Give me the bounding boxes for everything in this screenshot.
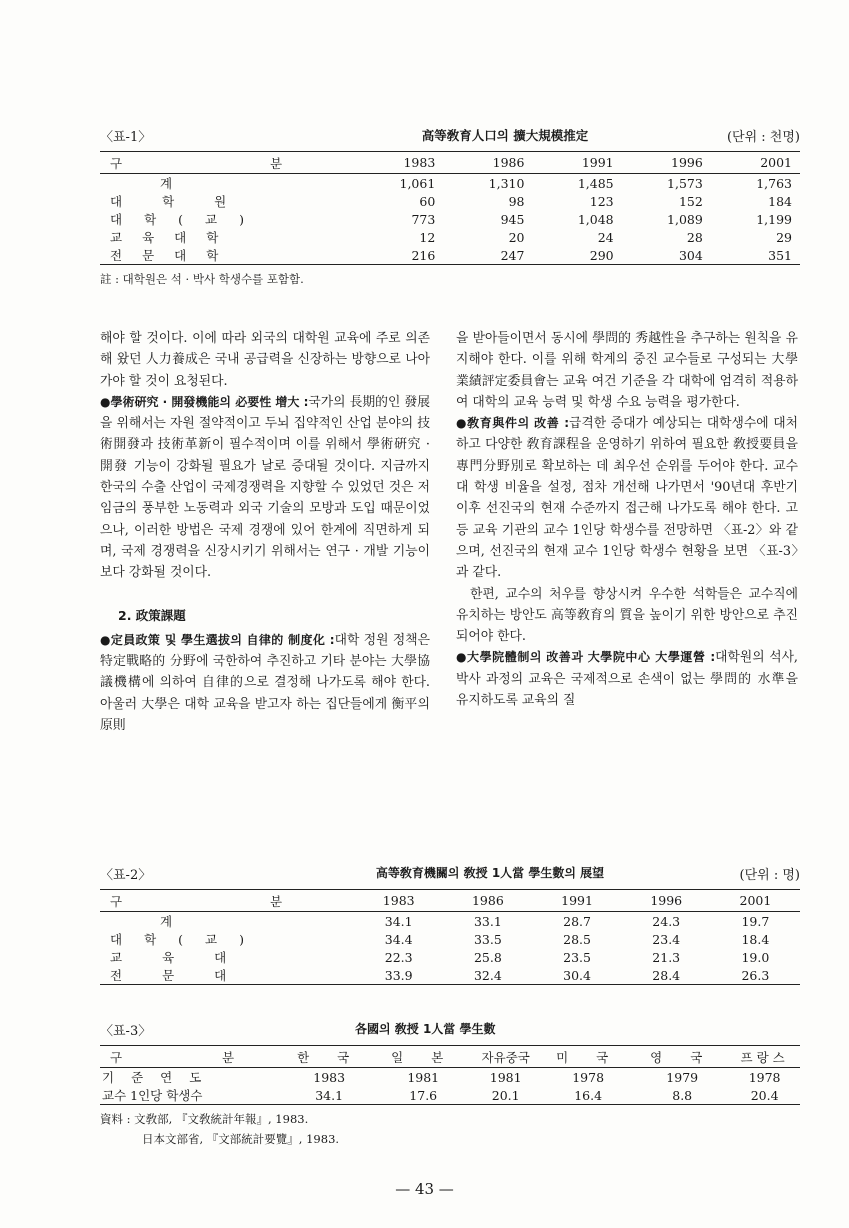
- table1-cell: 773: [411, 211, 436, 227]
- table2: [100, 864, 800, 985]
- table2-unit: (단위 : 명): [739, 868, 800, 883]
- table1-label: 〈표-1〉: [100, 130, 152, 145]
- table1-cell: 304: [678, 247, 703, 263]
- table-row: [100, 174, 800, 193]
- right-paragraph-3: 한편, 교수의 처우를 향상시켜 우수한 석학들은 교수직에 유치하는 방안도 高等敎育의 質을 높이기 위한 방안으로 추진되어야 한다.: [456, 586, 798, 645]
- table2-grid: [100, 889, 800, 985]
- table1-row-label: 대학원: [110, 194, 267, 209]
- table1-cell: 1,061: [399, 175, 436, 191]
- table3-grid: [100, 1045, 800, 1105]
- table3-header-cell: 프랑스: [729, 1046, 800, 1068]
- right-paragraph-1: 을 받아들이면서 동시에 學問的 秀越性을 추구하는 원칙을 유지해야 한다. 이를 위해 학계의 중진 교수들로 구성되는 大學業績評定委員會는 교육 여건 기준을 각 대학에 엄격히 적용하여 대학의 교육 능력 및 학생 수요 능력을 평가한다.: [456, 331, 798, 410]
- right-paragraph-4-heading: ●大學院體制의 改善과 大學院中心 大學運營 :: [456, 650, 716, 665]
- table3-cell: 1978: [572, 1069, 605, 1085]
- table1-cell: 1,485: [577, 175, 614, 191]
- table1-cell: 12: [419, 229, 436, 245]
- right-paragraph-2-heading: ●敎育與件의 改善 :: [456, 416, 570, 431]
- table3-row-label: 교수 1인당 학생수: [102, 1088, 203, 1103]
- table2-cell: 28.7: [563, 913, 591, 929]
- table1-row-label: 계: [160, 176, 187, 191]
- table-row: [100, 192, 800, 210]
- table3-cell: 1983: [313, 1069, 346, 1085]
- table-row: [100, 912, 800, 931]
- table3-cell: 1978: [748, 1069, 781, 1085]
- table2-header-cell: 2001: [711, 890, 800, 912]
- table1-row-label: 대학(교): [110, 212, 266, 227]
- table2-header-cell: 1986: [443, 890, 532, 912]
- table-row: [100, 246, 800, 265]
- table1-cell: 98: [508, 193, 525, 209]
- table-row: [100, 948, 800, 966]
- table1-cell: 152: [678, 193, 703, 209]
- table2-row-label: 계: [160, 914, 187, 929]
- table3-label: 〈표-3〉: [100, 1024, 152, 1039]
- left-paragraph-2-body: 국가의 長期的인 發展을 위해서는 자원 절약적이고 두뇌 집약적인 산업 분야의 技術開發과 技術革新이 필수적이며 이를 위해서 學術硏究 · 開發 기능이 강화될 필요가 날로 증대될 것이다. 지금까지 한국의 수출 산업이 국제경쟁력을 지향할 수 있었던 것은 저임금의 풍부한 노동력과 외국 기술의 모방과 도입 때문이었으나, 이러한 방법은 국제 경쟁에 있어 한계에 직면하게 되며, 국제 경쟁력을 신장시키기 위해서는 연구 · 개발 기능이 보다 강화될 것이다.: [100, 394, 430, 581]
- table-row: [100, 1068, 800, 1087]
- table2-cell: 23.5: [563, 949, 591, 965]
- table2-row-label: 교육대: [110, 950, 267, 965]
- table1-row-label: 교육대학: [110, 230, 239, 245]
- table1-cell: 247: [500, 247, 525, 263]
- table2-label: 〈표-2〉: [100, 868, 152, 883]
- table3-header-cell: 구 분: [100, 1046, 282, 1068]
- table2-cell: 28.5: [563, 931, 591, 947]
- table2-header-row: [100, 890, 800, 912]
- left-paragraph-2: [100, 392, 430, 584]
- table2-row-label: 전문대: [110, 968, 267, 983]
- table3-cell: 17.6: [409, 1087, 438, 1103]
- table3-caption: [100, 1020, 800, 1039]
- table3-header-row: [100, 1046, 800, 1068]
- table-row: [100, 210, 800, 228]
- table1-grid: [100, 151, 800, 265]
- table3: [100, 1020, 800, 1147]
- table1-note: 註 : 대학원은 석 · 박사 학생수를 포함함.: [100, 272, 304, 286]
- table1-header-cell: 1991: [532, 152, 621, 174]
- table2-header-cell: 1983: [354, 890, 443, 912]
- table2-row-label: 대학(교): [110, 932, 266, 947]
- page-number: — 43 —: [395, 1180, 454, 1198]
- table2-cell: 23.4: [652, 931, 681, 947]
- table2-cell: 33.5: [473, 931, 502, 947]
- table1-cell: 184: [768, 193, 792, 209]
- table1-cell: 1,089: [667, 211, 703, 227]
- right-paragraph-4: [456, 647, 798, 711]
- table3-cell: 1981: [407, 1069, 440, 1085]
- table1-header-cell: 2001: [711, 152, 800, 174]
- table1-cell: 1,310: [488, 175, 525, 191]
- table1-header-row: [100, 152, 800, 174]
- left-paragraph-3-heading: ●定員政策 및 學生選拔의 自律的 制度化 :: [100, 632, 335, 647]
- table2-cell: 34.4: [384, 931, 413, 947]
- right-paragraph-2-body: 급격한 증대가 예상되는 대학생수에 대처하고 다양한 敎育課程을 운영하기 위하여 필요한 敎授要員을 專門分野別로 확보하는 데 최우선 순위를 두어야 한다. 교수 대 학생 비율을 설정, 점차 개선해 나가면서 '90년대 후반기 이후 선진국의 현재 수준까지 접근해 나가도록 해야 한다. 고등 교육 기관의 교수 1인당 학생수를 전망하면 〈표-2〉와 같으며, 선진국의 현재 교수 1인당 학생수 현황을 보면 〈표-3〉과 같다.: [456, 416, 799, 581]
- table1-header-cell: 1983: [354, 152, 443, 174]
- table1-cell: 1,763: [756, 175, 792, 191]
- table-row: [100, 930, 800, 948]
- table-row: [100, 228, 800, 246]
- table2-cell: 19.0: [741, 949, 770, 965]
- left-paragraph-3-body: 대학 정원 정책은 特定戰略的 分野에 국한하여 추진하고 기타 분야는 大學協議機構에 의하여 自律的으로 결정해 나가도록 해야 한다. 아울러 大學은 대학 교육을 받고자 하는 집단들에게 衡平의 原則: [100, 632, 431, 734]
- table3-cell: 1979: [666, 1069, 699, 1085]
- table1-header-cell: 1996: [622, 152, 711, 174]
- table2-cell: 18.4: [741, 931, 770, 947]
- table3-title: 各國의 敎授 1人當 學生數: [355, 1022, 496, 1036]
- table1-row-label: 전문대학: [110, 248, 239, 263]
- left-paragraph-2-heading: ●學術硏究 · 開發機能의 必要性 增大 :: [100, 394, 309, 409]
- table2-header-cell: 1991: [532, 890, 621, 912]
- left-paragraph-1: 해야 할 것이다. 이에 따라 외국의 대학원 교육에 주로 의존해 왔던 人力養成은 국내 공급력을 신장하는 방향으로 나아가야 할 것이 요청된다.: [100, 331, 430, 389]
- table2-cell: 19.7: [741, 913, 770, 929]
- table2-cell: 33.9: [384, 967, 413, 983]
- table1-cell: 1,048: [577, 211, 614, 227]
- table2-cell: 21.3: [652, 949, 681, 965]
- left-paragraph-3: [100, 630, 430, 736]
- table1-header-cell: 구 분: [100, 152, 354, 174]
- table1-cell: 945: [500, 211, 525, 227]
- table1: [100, 126, 800, 287]
- table3-cell: 20.4: [750, 1087, 779, 1103]
- table3-source-1: 資料 : 文敎部, 『文敎統計年報』, 1983.: [100, 1112, 309, 1126]
- table3-cell: 16.4: [574, 1087, 603, 1103]
- table2-cell: 33.1: [473, 913, 502, 929]
- table3-source-2: 日本文部省, 『文部統計要覽』, 1983.: [142, 1132, 340, 1146]
- table1-cell: 123: [589, 193, 614, 209]
- table2-caption: [100, 864, 800, 883]
- table3-cell: 8.8: [672, 1087, 693, 1103]
- left-column: [100, 328, 430, 736]
- table1-cell: 60: [419, 193, 436, 209]
- table1-cell: 290: [589, 247, 614, 263]
- table1-cell: 1,199: [756, 211, 792, 227]
- right-column: [456, 328, 798, 711]
- table1-caption: [100, 126, 800, 145]
- table1-cell: 24: [597, 229, 614, 245]
- table3-header-cell: 일 본: [376, 1046, 470, 1068]
- table1-cell: 29: [776, 229, 792, 245]
- table1-title: 高等敎育人口의 擴大規模推定: [421, 128, 589, 143]
- table2-cell: 26.3: [741, 967, 770, 983]
- table3-header-cell: 자유중국: [470, 1046, 541, 1068]
- table2-header-cell: 1996: [622, 890, 711, 912]
- right-paragraph-4-body: 대학원의 석사, 박사 과정의 교육은 국제적으로 손색이 없는 學問的 水準을 유지하도록 교육의 질: [456, 650, 799, 709]
- table2-cell: 34.1: [384, 913, 413, 929]
- table1-cell: 216: [411, 247, 436, 263]
- table2-cell: 22.3: [384, 949, 413, 965]
- table1-header-cell: 1986: [443, 152, 532, 174]
- table2-cell: 28.4: [652, 967, 681, 983]
- table1-cell: 28: [686, 229, 703, 245]
- table3-cell: 34.1: [315, 1087, 344, 1103]
- table3-header-cell: 한 국: [282, 1046, 376, 1068]
- table-row: [100, 966, 800, 985]
- table1-cell: 1,573: [667, 175, 703, 191]
- table3-header-cell: 영 국: [635, 1046, 729, 1068]
- table1-cell: 20: [508, 229, 525, 245]
- table2-cell: 32.4: [473, 967, 502, 983]
- table2-title: 高等敎育機關의 敎授 1人當 學生數의 展望: [375, 866, 605, 880]
- table3-cell: 1981: [489, 1069, 522, 1085]
- table-row: [100, 1086, 800, 1105]
- table2-cell: 30.4: [563, 967, 591, 983]
- table2-cell: 24.3: [652, 913, 681, 929]
- table3-header-cell: 미 국: [541, 1046, 635, 1068]
- table3-cell: 20.1: [491, 1087, 520, 1103]
- section-title: 2. 政策課題: [118, 607, 186, 623]
- table1-cell: 351: [768, 247, 792, 263]
- table2-cell: 25.8: [473, 949, 502, 965]
- table1-unit: (단위 : 천명): [726, 130, 800, 145]
- right-paragraph-2: [456, 413, 798, 583]
- table3-row-label: 기준연도: [102, 1070, 219, 1085]
- table2-header-cell: 구 분: [100, 890, 354, 912]
